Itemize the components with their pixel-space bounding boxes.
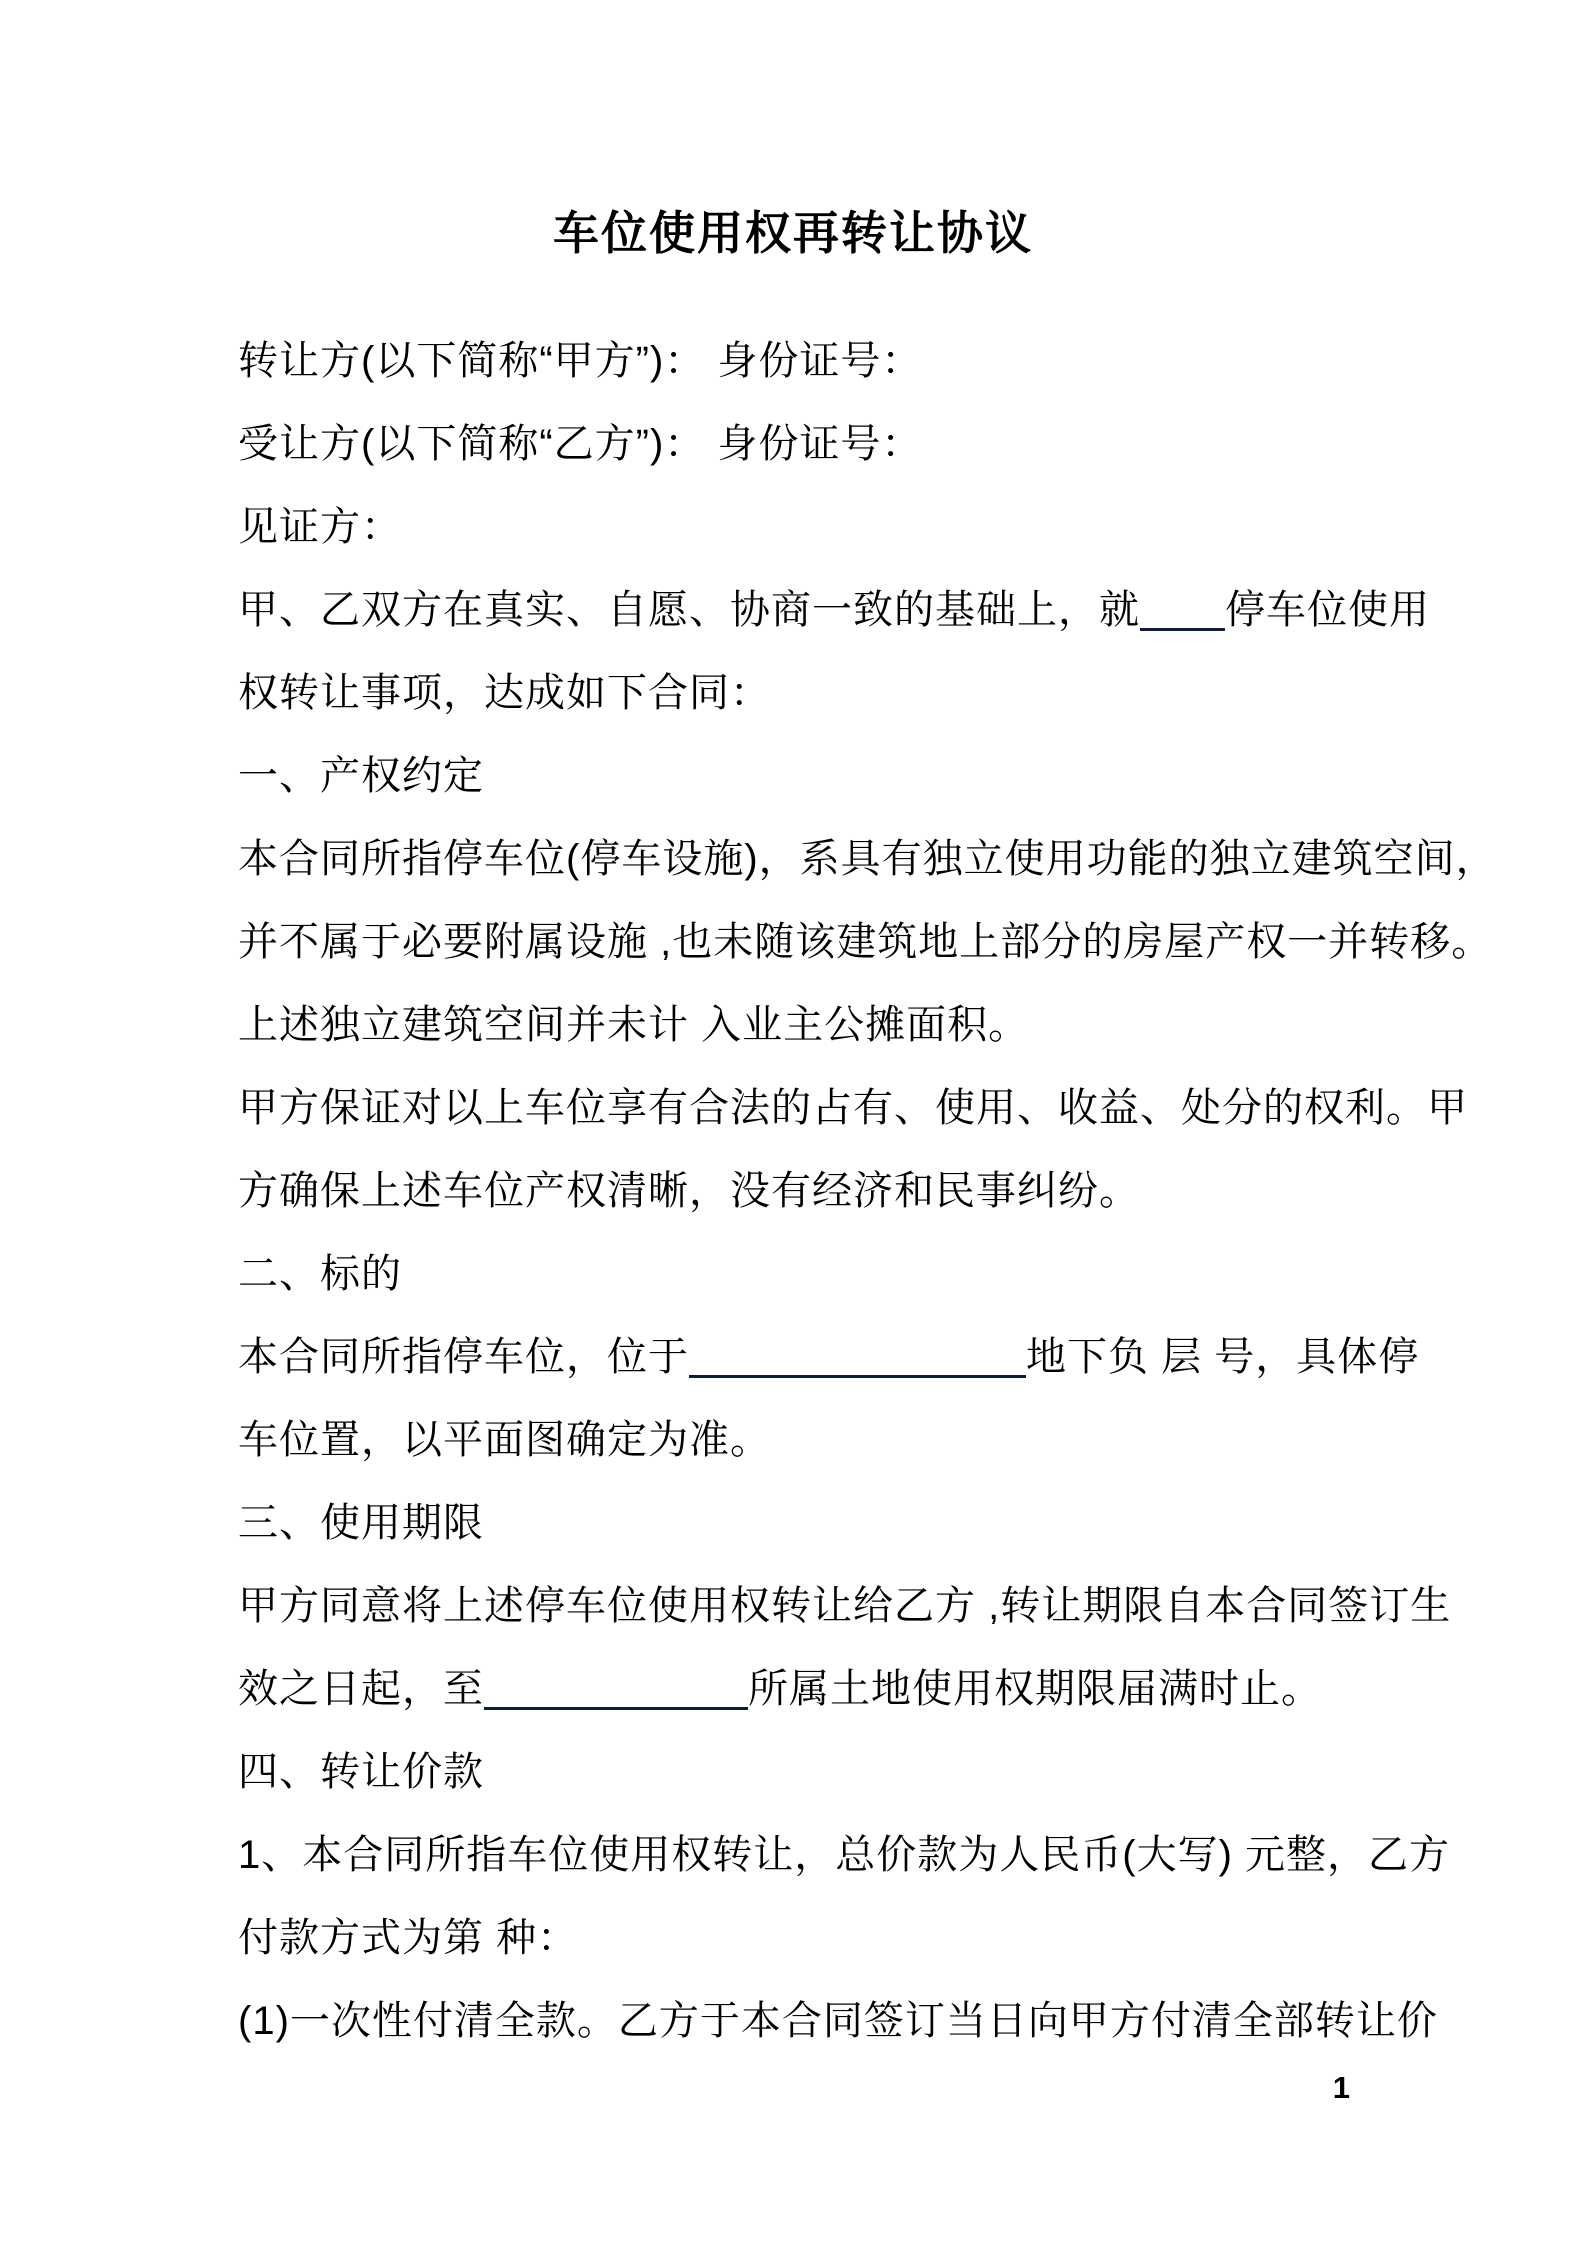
line-text: 甲、乙双方在真实、自愿、协商一致的基础上，就 bbox=[238, 588, 1140, 632]
fill-in-blank bbox=[1140, 588, 1225, 631]
document-title: 车位使用权再转让协议 bbox=[553, 207, 1033, 259]
line-text: 二、标的 bbox=[238, 1252, 402, 1296]
line-text: 本合同所指停车位，位于 bbox=[238, 1335, 689, 1379]
line-preamble-1 bbox=[238, 569, 1430, 652]
line-text: 甲方同意将上述停车位使用权转让给乙方 ,转让期限自本合同签订生 bbox=[238, 1584, 1452, 1628]
line-text: 车位置，以平面图确定为准。 bbox=[238, 1418, 771, 1462]
line-text: 本合同所指停车位(停车设施)，系具有独立使用功能的独立建筑空间， bbox=[238, 837, 1497, 881]
line-section4-2 bbox=[238, 1897, 1388, 1980]
heading-section-3 bbox=[238, 1482, 1388, 1565]
document-body bbox=[238, 320, 1497, 2063]
line-section1-1 bbox=[238, 818, 1497, 901]
line-text: 并不属于必要附属设施 ,也未随该建筑地上部分的房屋产权一并转移。 bbox=[238, 920, 1493, 964]
line-section3-2 bbox=[238, 1648, 1388, 1731]
line-text: 受让方(以下简称“乙方”)： 身份证号： bbox=[238, 422, 923, 466]
fill-in-blank bbox=[484, 1667, 748, 1710]
line-text: 权转让事项，达成如下合同： bbox=[238, 671, 771, 715]
line-text: 方确保上述车位产权清晰，没有经济和民事纠纷。 bbox=[238, 1169, 1140, 1213]
line-section4-3 bbox=[238, 1980, 1438, 2063]
heading-section-4 bbox=[238, 1731, 1388, 1814]
line-section1-5 bbox=[238, 1150, 1388, 1233]
line-party-transferee bbox=[238, 403, 1388, 486]
line-text: 一、产权约定 bbox=[238, 754, 484, 798]
line-section3-1 bbox=[238, 1565, 1452, 1648]
line-preamble-2 bbox=[238, 652, 1388, 735]
line-text: (1)一次性付清全款。乙方于本合同签订当日向甲方付清全部转让价 bbox=[238, 1999, 1438, 2043]
fill-in-blank bbox=[689, 1335, 1026, 1378]
line-text: 1、本合同所指车位使用权转让，总价款为人民币(大写) 元整，乙方 bbox=[238, 1833, 1450, 1877]
line-text: 所属土地使用权期限届满时止。 bbox=[748, 1667, 1322, 1711]
line-text: 付款方式为第 种： bbox=[238, 1916, 579, 1960]
line-text: 效之日起，至 bbox=[238, 1667, 484, 1711]
line-text: 上述独立建筑空间并未计 入业主公摊面积。 bbox=[238, 1003, 1030, 1047]
heading-section-1 bbox=[238, 735, 1388, 818]
line-section4-1 bbox=[238, 1814, 1450, 1897]
line-section2-2 bbox=[238, 1399, 1388, 1482]
page-number: 1 bbox=[1332, 2070, 1350, 2105]
line-section1-2 bbox=[238, 901, 1493, 984]
line-text: 转让方(以下简称“甲方”)： 身份证号： bbox=[238, 339, 923, 383]
line-text: 三、使用期限 bbox=[238, 1501, 484, 1545]
line-text: 地下负 层 号，具体停 bbox=[1026, 1335, 1420, 1379]
heading-section-2 bbox=[238, 1233, 1388, 1316]
line-text: 停车位使用 bbox=[1225, 588, 1430, 632]
line-section2-1 bbox=[238, 1316, 1420, 1399]
line-section1-4 bbox=[238, 1067, 1468, 1150]
line-party-transferor bbox=[238, 320, 1388, 403]
line-text: 四、转让价款 bbox=[238, 1750, 484, 1794]
line-text: 见证方： bbox=[238, 505, 402, 549]
line-section1-3 bbox=[238, 984, 1388, 1067]
line-witness bbox=[238, 486, 1388, 569]
line-text: 甲方保证对以上车位享有合法的占有、使用、收益、处分的权利。甲 bbox=[238, 1086, 1468, 1130]
